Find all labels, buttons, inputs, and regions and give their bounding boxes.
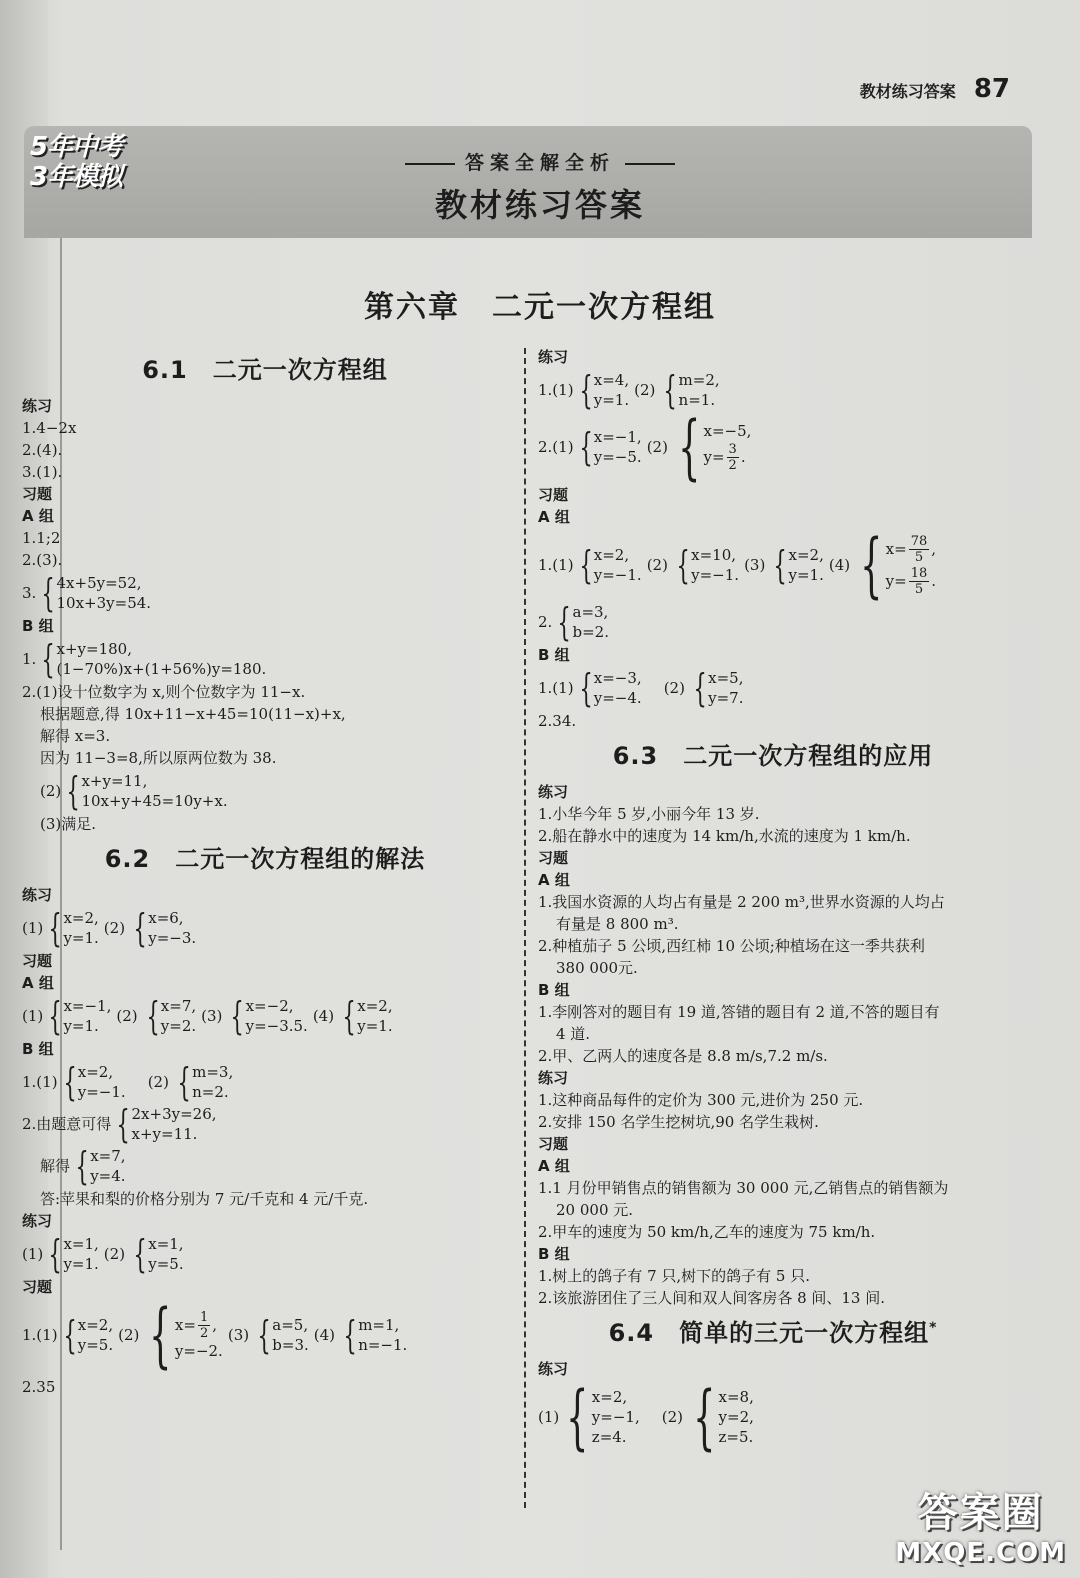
equation-systems-row: 1.(1) { x=4, y=1. (2) { m=2, n=1.	[538, 368, 720, 412]
answer-line: 1.我国水资源的人均占有量是 2 200 m³,世界水资源的人均占	[538, 893, 945, 911]
chapter-title: 第六章 二元一次方程组	[364, 290, 716, 325]
equation-system: 3. { 4x+5y=52, 10x+3y=54.	[22, 571, 152, 615]
label-group-b: B 组	[538, 981, 570, 999]
label-practice: 练习	[538, 783, 569, 801]
answer-line: 2.甲车的速度为 50 km/h,乙车的速度为 75 km/h.	[538, 1223, 876, 1241]
label-practice: 练习	[538, 348, 569, 366]
answer-line: 1.1;2	[22, 529, 61, 547]
equation-systems-row: 1.(1) { x=2, y=−1. (2) { x=10, y=−1. (3) { x=2, y=1. (4) { x= $\frac{78}{5}$ , y= $\frac{18}{5}$ .	[538, 524, 937, 606]
answer-line: 1.李刚答对的题目有 19 道,答错的题目有 2 道,不答的题目有	[538, 1003, 940, 1021]
label-exercises: 习题	[22, 952, 53, 970]
section-title-6-4: 6.4 简单的三元一次方程组*	[608, 1319, 938, 1347]
label-group-a: A 组	[538, 871, 570, 889]
page-header	[860, 74, 1010, 104]
equation-systems-row: (1) { x=1, y=1. (2) { x=1, y=5.	[22, 1232, 184, 1276]
watermark-logo-text: 答案圈	[917, 1490, 1044, 1536]
label-practice: 练习	[22, 397, 53, 415]
answer-line: 4 道.	[556, 1025, 591, 1043]
equation-systems-row: 1.(1) { x=2, y=−1. (2) { m=3, n=2.	[22, 1060, 234, 1104]
answer-line: 2.35	[22, 1378, 56, 1396]
label-group-b: B 组	[22, 1040, 54, 1058]
equation-systems-row: (1) { x=2, y=−1, z=4. (2) { x=8, y=2, z=5.	[538, 1376, 754, 1458]
banner-subtitle: 答案全解全析	[0, 148, 1080, 175]
answer-line: 2.(1)设十位数字为 x,则个位数字为 11−x.	[22, 683, 306, 701]
page-number: 87	[973, 74, 1010, 104]
answer-line: 2.船在静水中的速度为 14 km/h,水流的速度为 1 km/h.	[538, 827, 911, 845]
answer-line: 1.这种商品每件的定价为 300 元,进价为 250 元.	[538, 1091, 864, 1109]
label-exercises: 习题	[538, 486, 569, 504]
equation-system: 解得 { x=7, y=4.	[40, 1144, 126, 1188]
answer-line: 3.(1).	[22, 463, 63, 481]
section-title-6-2: 6.2 二元一次方程组的解法	[104, 845, 426, 873]
equation-system: (2) { x+y=11, 10x+y+45=10y+x.	[40, 769, 228, 813]
label-practice: 练习	[22, 886, 53, 904]
equation-systems-row: 2.(1) { x=−1, y=−5. (2) { x=−5, y= $\frac{3}{2}$ .	[538, 406, 752, 488]
label-group-b: B 组	[538, 646, 570, 664]
site-watermark	[895, 1481, 1066, 1568]
answer-line: 因为 11−3=8,所以原两位数为 38.	[40, 749, 277, 767]
equation-systems-row: 1.(1) { x=2, y=5. (2) { x= $\frac{1}{2}$ , y=−2. (3) { a=5, b=3. (4) { m=1, n=−1.	[22, 1294, 408, 1376]
banner-title: 教材练习答案	[434, 186, 645, 224]
answer-line: 2.安排 150 名学生挖树坑,90 名学生栽树.	[538, 1113, 819, 1131]
equation-system: 2.由题意可得 { 2x+3y=26, x+y=11.	[22, 1102, 217, 1146]
label-exercises: 习题	[538, 849, 569, 867]
logo-line-1: 5年中考	[30, 132, 123, 162]
label-group-b: B 组	[538, 1245, 570, 1263]
label-practice: 练习	[538, 1069, 569, 1087]
answer-line: 1.4−2x	[22, 419, 77, 437]
answer-line: 2.(4).	[22, 441, 63, 459]
left-column	[22, 346, 508, 1398]
answer-line: 根据题意,得 10x+11−x+45=10(11−x)+x,	[40, 705, 346, 723]
column-divider	[524, 348, 526, 1508]
label-practice: 练习	[22, 1212, 53, 1230]
label-group-b: B 组	[22, 617, 54, 635]
label-exercises: 习题	[22, 485, 53, 503]
section-title-6-3: 6.3 二元一次方程组的应用	[612, 742, 934, 770]
equation-system: 2. { a=3, b=2.	[538, 600, 609, 644]
answer-line: 380 000元.	[556, 959, 638, 977]
header-title: 教材练习答案	[859, 82, 956, 101]
label-exercises: 习题	[22, 1278, 53, 1296]
answer-line: 2.该旅游团住了三人间和双人间客房各 8 间、13 间.	[538, 1289, 886, 1307]
answer-line: 答:苹果和梨的价格分别为 7 元/千克和 4 元/千克.	[40, 1190, 369, 1208]
answer-line: 2.种植茄子 5 公顷,西红柿 10 公顷;种植场在这一季共获利	[538, 937, 925, 955]
equation-systems-row: (1) { x=−1, y=1. (2) { x=7, y=2. (3) { x=−2, y=−3.5. (4) { x=2, y=1.	[22, 994, 393, 1038]
label-group-a: A 组	[538, 508, 570, 526]
right-column	[538, 346, 1008, 1458]
label-group-a: A 组	[22, 974, 54, 992]
equation-systems-row: (1) { x=2, y=1. (2) { x=6, y=−3.	[22, 906, 197, 950]
answer-line: 1.树上的鸽子有 7 只,树下的鸽子有 5 只.	[538, 1267, 811, 1285]
answer-line: 1.小华今年 5 岁,小丽今年 13 岁.	[538, 805, 760, 823]
equation-systems-row: 1.(1) { x=−3, y=−4. (2) { x=5, y=7.	[538, 666, 744, 710]
section-title-6-1: 6.1 二元一次方程组	[142, 356, 388, 384]
equation-system: 1. { x+y=180, (1−70%)x+(1+56%)y=180.	[22, 637, 267, 681]
answer-line: 2.(3).	[22, 551, 63, 569]
label-exercises: 习题	[538, 1135, 569, 1153]
answer-line: 有量是 8 800 m³.	[556, 915, 679, 933]
answer-line: 1.1 月份甲销售点的销售额为 30 000 元,乙销售点的销售额为	[538, 1179, 949, 1197]
label-practice: 练习	[538, 1360, 569, 1378]
answer-line: 2.34.	[538, 712, 577, 730]
watermark-url: MXQE.COM	[895, 1538, 1066, 1568]
label-group-a: A 组	[22, 507, 54, 525]
label-group-a: A 组	[538, 1157, 570, 1175]
logo-line-2: 3年模拟	[30, 162, 123, 192]
answer-line: (3)满足.	[40, 815, 97, 833]
answer-line: 2.甲、乙两人的速度各是 8.8 m/s,7.2 m/s.	[538, 1047, 828, 1065]
answer-line: 20 000 元.	[556, 1201, 634, 1219]
answer-line: 解得 x=3.	[40, 727, 111, 745]
